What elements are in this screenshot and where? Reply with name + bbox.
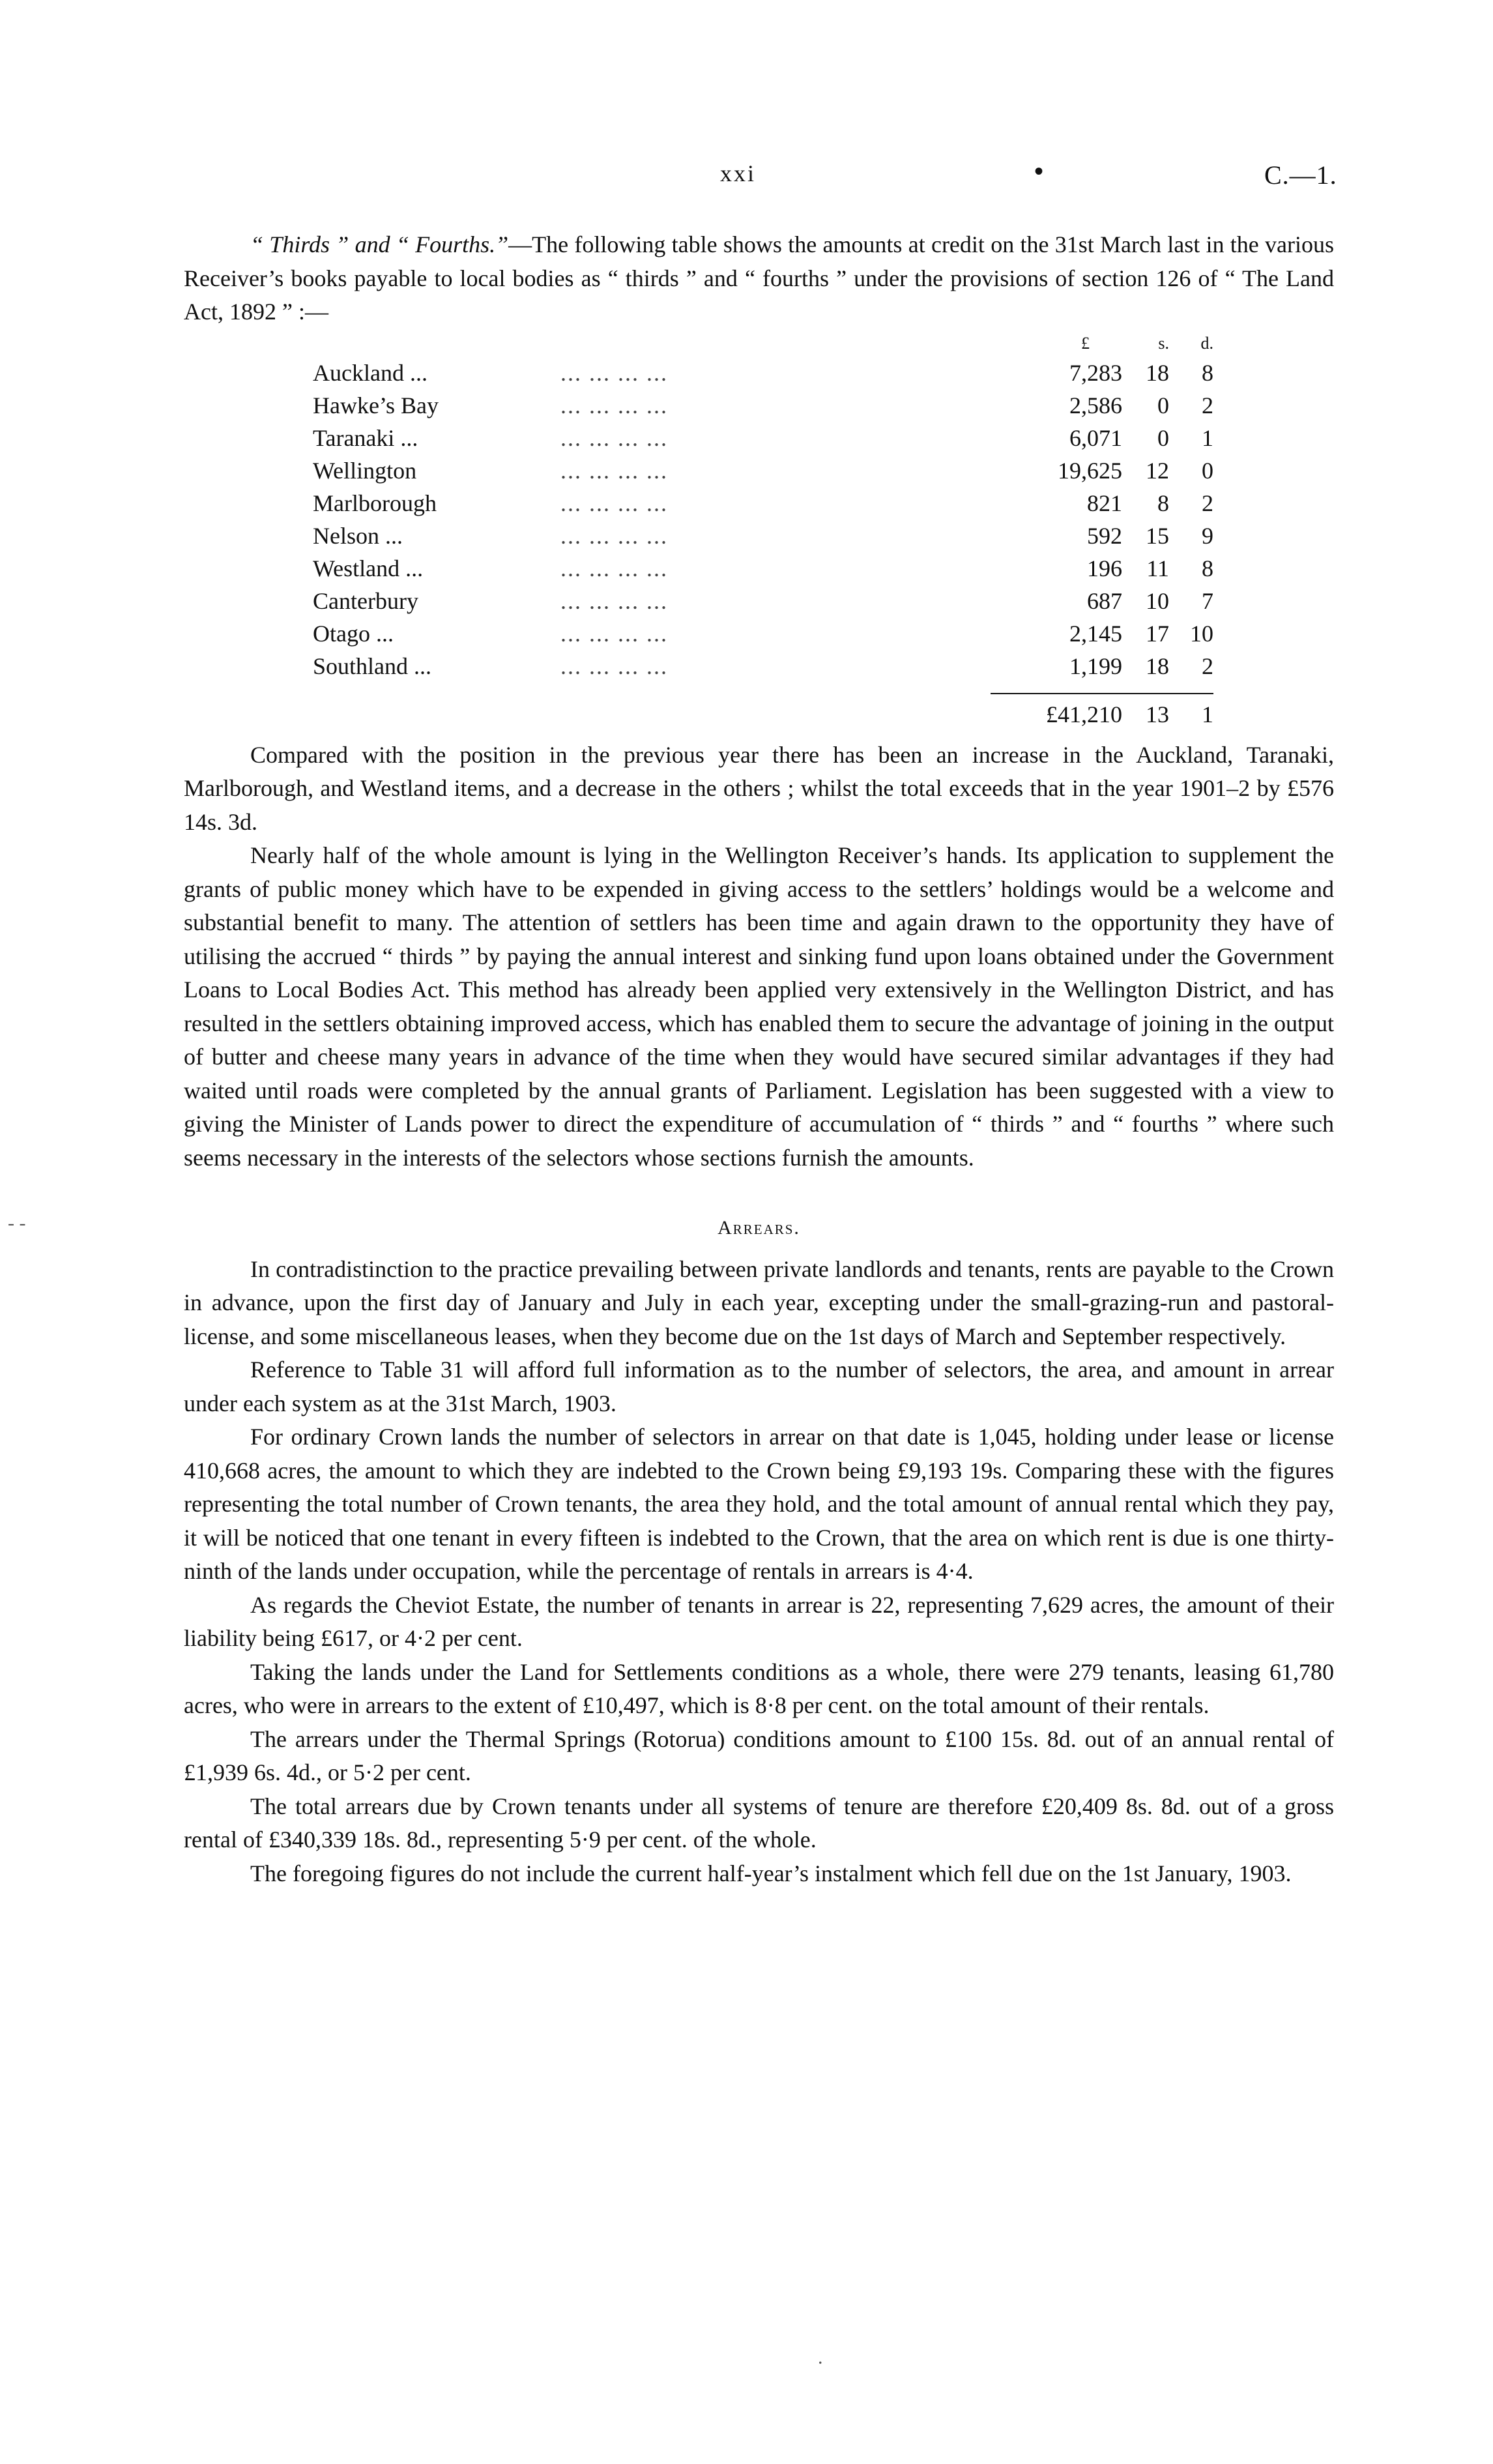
arrears-paragraph: The total arrears due by Crown tenants under all systems of tenure are therefore £20,409 8s. 8d. out of a gross rental of £340,339 18s. 8d., representing 5·9 per cent. of the whole. <box>184 1793 1334 1853</box>
table-row <box>313 357 1213 389</box>
table-row <box>313 650 1213 682</box>
district-name: Wellington <box>313 457 417 484</box>
total-row <box>313 694 1213 735</box>
district-name: Otago ... <box>313 620 394 647</box>
wellington-paragraph: Nearly half of the whole amount is lying in the Wellington Receiver’s hands. Its application to supplement the grants of public money which have to be expended in giving access to the settlers’ holdings would be a welcome and substantial benefit to many. The attention of settlers has been time and again drawn to the opportunity they have of utilising the accrued “ thirds ” by paying the annual interest and sinking fund upon loans obtained under the Government Loans to Local Bodies Act. This method has already been applied very extensively in the Wellington District, and has resulted in the settlers obtaining improved access, which has enabled them to secure the advantage of joining in the output of butter and cheese many years in advance of the time when they would have secured similar advantages if they had waited until roads were completed by the annual grants of Parliament. Legislation has been suggested with a view to giving the Minister of Lands power to direct the expenditure of accumulation of “ thirds ” and “ fourths ” where such seems necessary in the interests of the selectors whose sections furnish the amounts. <box>184 842 1334 1171</box>
table-row <box>313 422 1213 454</box>
arrears-paragraph: Taking the lands under the Land for Settlements conditions as a whole, there were 279 tenants, leasing 61,780 acres, who were in arrears to the extent of £10,497, which is 8·8 per cent. on the total amount of their rentals. <box>184 1658 1334 1718</box>
total-pence: 1 <box>1202 701 1213 727</box>
pounds-value: 196 <box>1087 555 1122 581</box>
pounds-value: 2,586 <box>1069 392 1122 418</box>
district-name: Marlborough <box>313 490 437 516</box>
table-row <box>313 454 1213 487</box>
total-pounds: £41,210 <box>1046 701 1122 727</box>
district-name: Auckland ... <box>313 359 428 386</box>
pounds-header: £ <box>1081 333 1090 353</box>
table-row <box>313 487 1213 520</box>
district-name: Taranaki ... <box>313 424 418 451</box>
dot-leaders: ... ... ... ... <box>560 522 668 549</box>
pounds-value: 592 <box>1087 522 1122 549</box>
pence-value: 2 <box>1202 490 1213 516</box>
shillings-value: 18 <box>1146 359 1169 386</box>
shillings-value: 10 <box>1146 587 1169 614</box>
shillings-value: 0 <box>1157 424 1169 451</box>
left-margin-mark: ‐ ‐ <box>8 1212 26 1234</box>
dot-leaders: ... ... ... ... <box>560 587 668 614</box>
district-name: Hawke’s Bay <box>313 392 439 418</box>
total-shillings: 13 <box>1146 701 1169 727</box>
pounds-value: 7,283 <box>1069 359 1122 386</box>
table-row <box>313 585 1213 617</box>
shillings-header: s. <box>1158 333 1169 353</box>
table-header-row <box>313 330 1213 357</box>
thirds-fourths-table <box>313 330 1213 735</box>
district-name: Nelson ... <box>313 522 403 549</box>
pounds-value: 2,145 <box>1069 620 1122 647</box>
table-row <box>313 520 1213 552</box>
total-rule <box>991 682 1213 694</box>
pence-value: 9 <box>1202 522 1213 549</box>
pence-value: 8 <box>1202 555 1213 581</box>
comparison-paragraph: Compared with the position in the previous year there has been an increase in the Auckland, Taranaki, Marlborough, and Westland items, and a decrease in the others ; whilst the total exceeds that in the year 1901–2 by £576 14s. 3d. <box>184 741 1334 835</box>
shillings-value: 18 <box>1146 653 1169 679</box>
arrears-heading: Arrears. <box>718 1217 800 1239</box>
pence-value: 2 <box>1202 653 1213 679</box>
dot-leaders: ... ... ... ... <box>560 392 668 418</box>
pence-value: 10 <box>1190 620 1213 647</box>
total-rule-row <box>313 682 1213 694</box>
table-row <box>313 617 1213 650</box>
pounds-value: 19,625 <box>1058 457 1122 484</box>
intro-title: “ Thirds ” and “ Fourths.” <box>250 231 509 257</box>
pounds-value: 1,199 <box>1069 653 1122 679</box>
shillings-value: 15 <box>1146 522 1169 549</box>
shillings-value: 8 <box>1157 490 1169 516</box>
intro-text: —The following table shows the amounts at credit on the 31st March last in the various Receiver’s books payable to local bodies as “ thirds ” and “ fourths ” under the provisions of section 126 of “ The Land Act, 1892 ” :— <box>184 231 1334 325</box>
district-name: Westland ... <box>313 555 424 581</box>
shillings-value: 11 <box>1146 555 1169 581</box>
pounds-value: 687 <box>1087 587 1122 614</box>
dot-leaders: ... ... ... ... <box>560 555 668 581</box>
page-body <box>184 228 1334 1890</box>
page-number: xxi <box>720 160 757 186</box>
page-header <box>0 156 1493 199</box>
pence-header: d. <box>1200 333 1213 353</box>
bottom-margin-mark: . <box>818 2347 823 2368</box>
dot-leaders: ... ... ... ... <box>560 490 668 516</box>
arrears-paragraph: The foregoing figures do not include the current half-year’s instalment which fell due on the 1st January, 1903. <box>250 1860 1292 1886</box>
header-dot: • <box>1034 156 1044 186</box>
table-row <box>313 389 1213 422</box>
shillings-value: 0 <box>1157 392 1169 418</box>
arrears-paragraph: The arrears under the Thermal Springs (Rotorua) conditions amount to £100 15s. 8d. out of an annual rental of £1,939 6s. 4d., or 5·2 per cent. <box>184 1725 1334 1785</box>
pounds-value: 6,071 <box>1069 424 1122 451</box>
arrears-paragraph: Reference to Table 31 will afford full information as to the number of selectors, the area, and amount in arrear under each system as at the 31st March, 1903. <box>184 1357 1334 1416</box>
pounds-value: 821 <box>1087 490 1122 516</box>
shillings-value: 12 <box>1146 457 1169 484</box>
shillings-value: 17 <box>1146 620 1169 647</box>
arrears-paragraph: In contradistinction to the practice prevailing between private landlords and tenants, rents are payable to the Crown in advance, upon the first day of January and July in each year, excepting under the small-grazing-run and pastoral-license, and some miscellaneous leases, when they become due on the 1st days of March and September respectively. <box>184 1255 1334 1349</box>
pence-value: 2 <box>1202 392 1213 418</box>
dot-leaders: ... ... ... ... <box>560 424 668 451</box>
intro-paragraph <box>184 228 1334 329</box>
document-reference: C.—1. <box>1264 160 1337 190</box>
table-row <box>313 552 1213 585</box>
district-name: Canterbury <box>313 587 418 614</box>
pence-value: 8 <box>1202 359 1213 386</box>
pence-value: 1 <box>1202 424 1213 451</box>
dot-leaders: ... ... ... ... <box>560 620 668 647</box>
pence-value: 0 <box>1202 457 1213 484</box>
dot-leaders: ... ... ... ... <box>560 359 668 386</box>
dot-leaders: ... ... ... ... <box>560 653 668 679</box>
pence-value: 7 <box>1202 587 1213 614</box>
district-name: Southland ... <box>313 653 432 679</box>
arrears-paragraph: As regards the Cheviot Estate, the number of tenants in arrear is 22, representing 7,629 acres, the amount of their liability being £617, or 4·2 per cent. <box>184 1591 1334 1651</box>
arrears-paragraph: For ordinary Crown lands the number of selectors in arrear on that date is 1,045, holding under lease or license 410,668 acres, the amount to which they are indebted to the Crown being £9,193 19s. Comparing these with the figures representing the total number of Crown tenants, the area they hold, and the total amount of annual rental which they pay, it will be noticed that one tenant in every fifteen is indebted to the Crown, that the area on which rent is due is one thirty-ninth of the lands under occupation, while the percentage of rentals in arrears is 4·4. <box>184 1424 1334 1584</box>
dot-leaders: ... ... ... ... <box>560 457 668 484</box>
